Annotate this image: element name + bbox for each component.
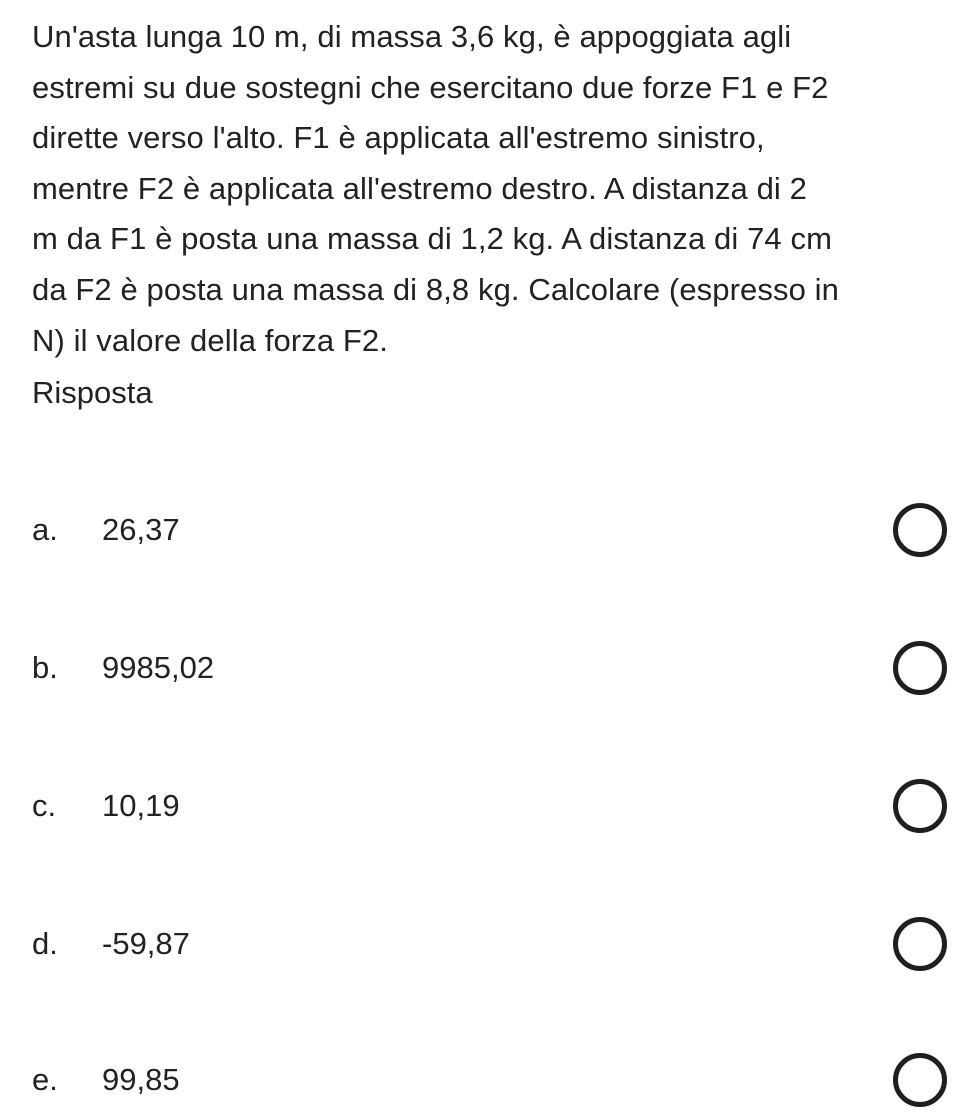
question-line: estremi su due sostegni che esercitano due forze F1 e F2 xyxy=(32,69,829,105)
option-b[interactable] xyxy=(0,641,966,701)
radio-button-e[interactable] xyxy=(893,1053,947,1107)
question-text xyxy=(32,12,942,366)
radio-button-d[interactable] xyxy=(893,917,947,971)
option-value: 26,37 xyxy=(102,512,180,547)
question-line: Un'asta lunga 10 m, di massa 3,6 kg, è appoggiata agli xyxy=(32,19,792,54)
question-line: mentre F2 è applicata all'estremo destro. A distanza di 2 xyxy=(32,170,807,206)
option-d[interactable] xyxy=(0,917,966,977)
option-value: 10,19 xyxy=(102,788,180,823)
option-c[interactable] xyxy=(0,779,966,839)
question-line: da F2 è posta una massa di 8,8 kg. Calcolare (espresso in xyxy=(32,271,839,307)
answer-label: Risposta xyxy=(32,375,153,410)
radio-button-b[interactable] xyxy=(893,641,947,695)
option-value: 99,85 xyxy=(102,1062,180,1097)
question-line: dirette verso l'alto. F1 è applicata all'estremo sinistro, xyxy=(32,120,765,156)
option-letter: e. xyxy=(32,1062,58,1097)
option-value: 9985,02 xyxy=(102,650,215,685)
question-line: N) il valore della forza F2. xyxy=(32,322,388,358)
radio-button-c[interactable] xyxy=(893,779,947,833)
option-letter: a. xyxy=(32,512,58,547)
option-letter: b. xyxy=(32,650,58,685)
question-line: m da F1 è posta una massa di 1,2 kg. A distanza di 74 cm xyxy=(32,221,832,257)
radio-button-a[interactable] xyxy=(893,503,947,557)
option-letter: d. xyxy=(32,926,58,961)
option-value: -59,87 xyxy=(102,926,190,961)
option-a[interactable] xyxy=(0,503,966,563)
option-letter: c. xyxy=(32,788,57,823)
option-e[interactable] xyxy=(0,1053,966,1113)
